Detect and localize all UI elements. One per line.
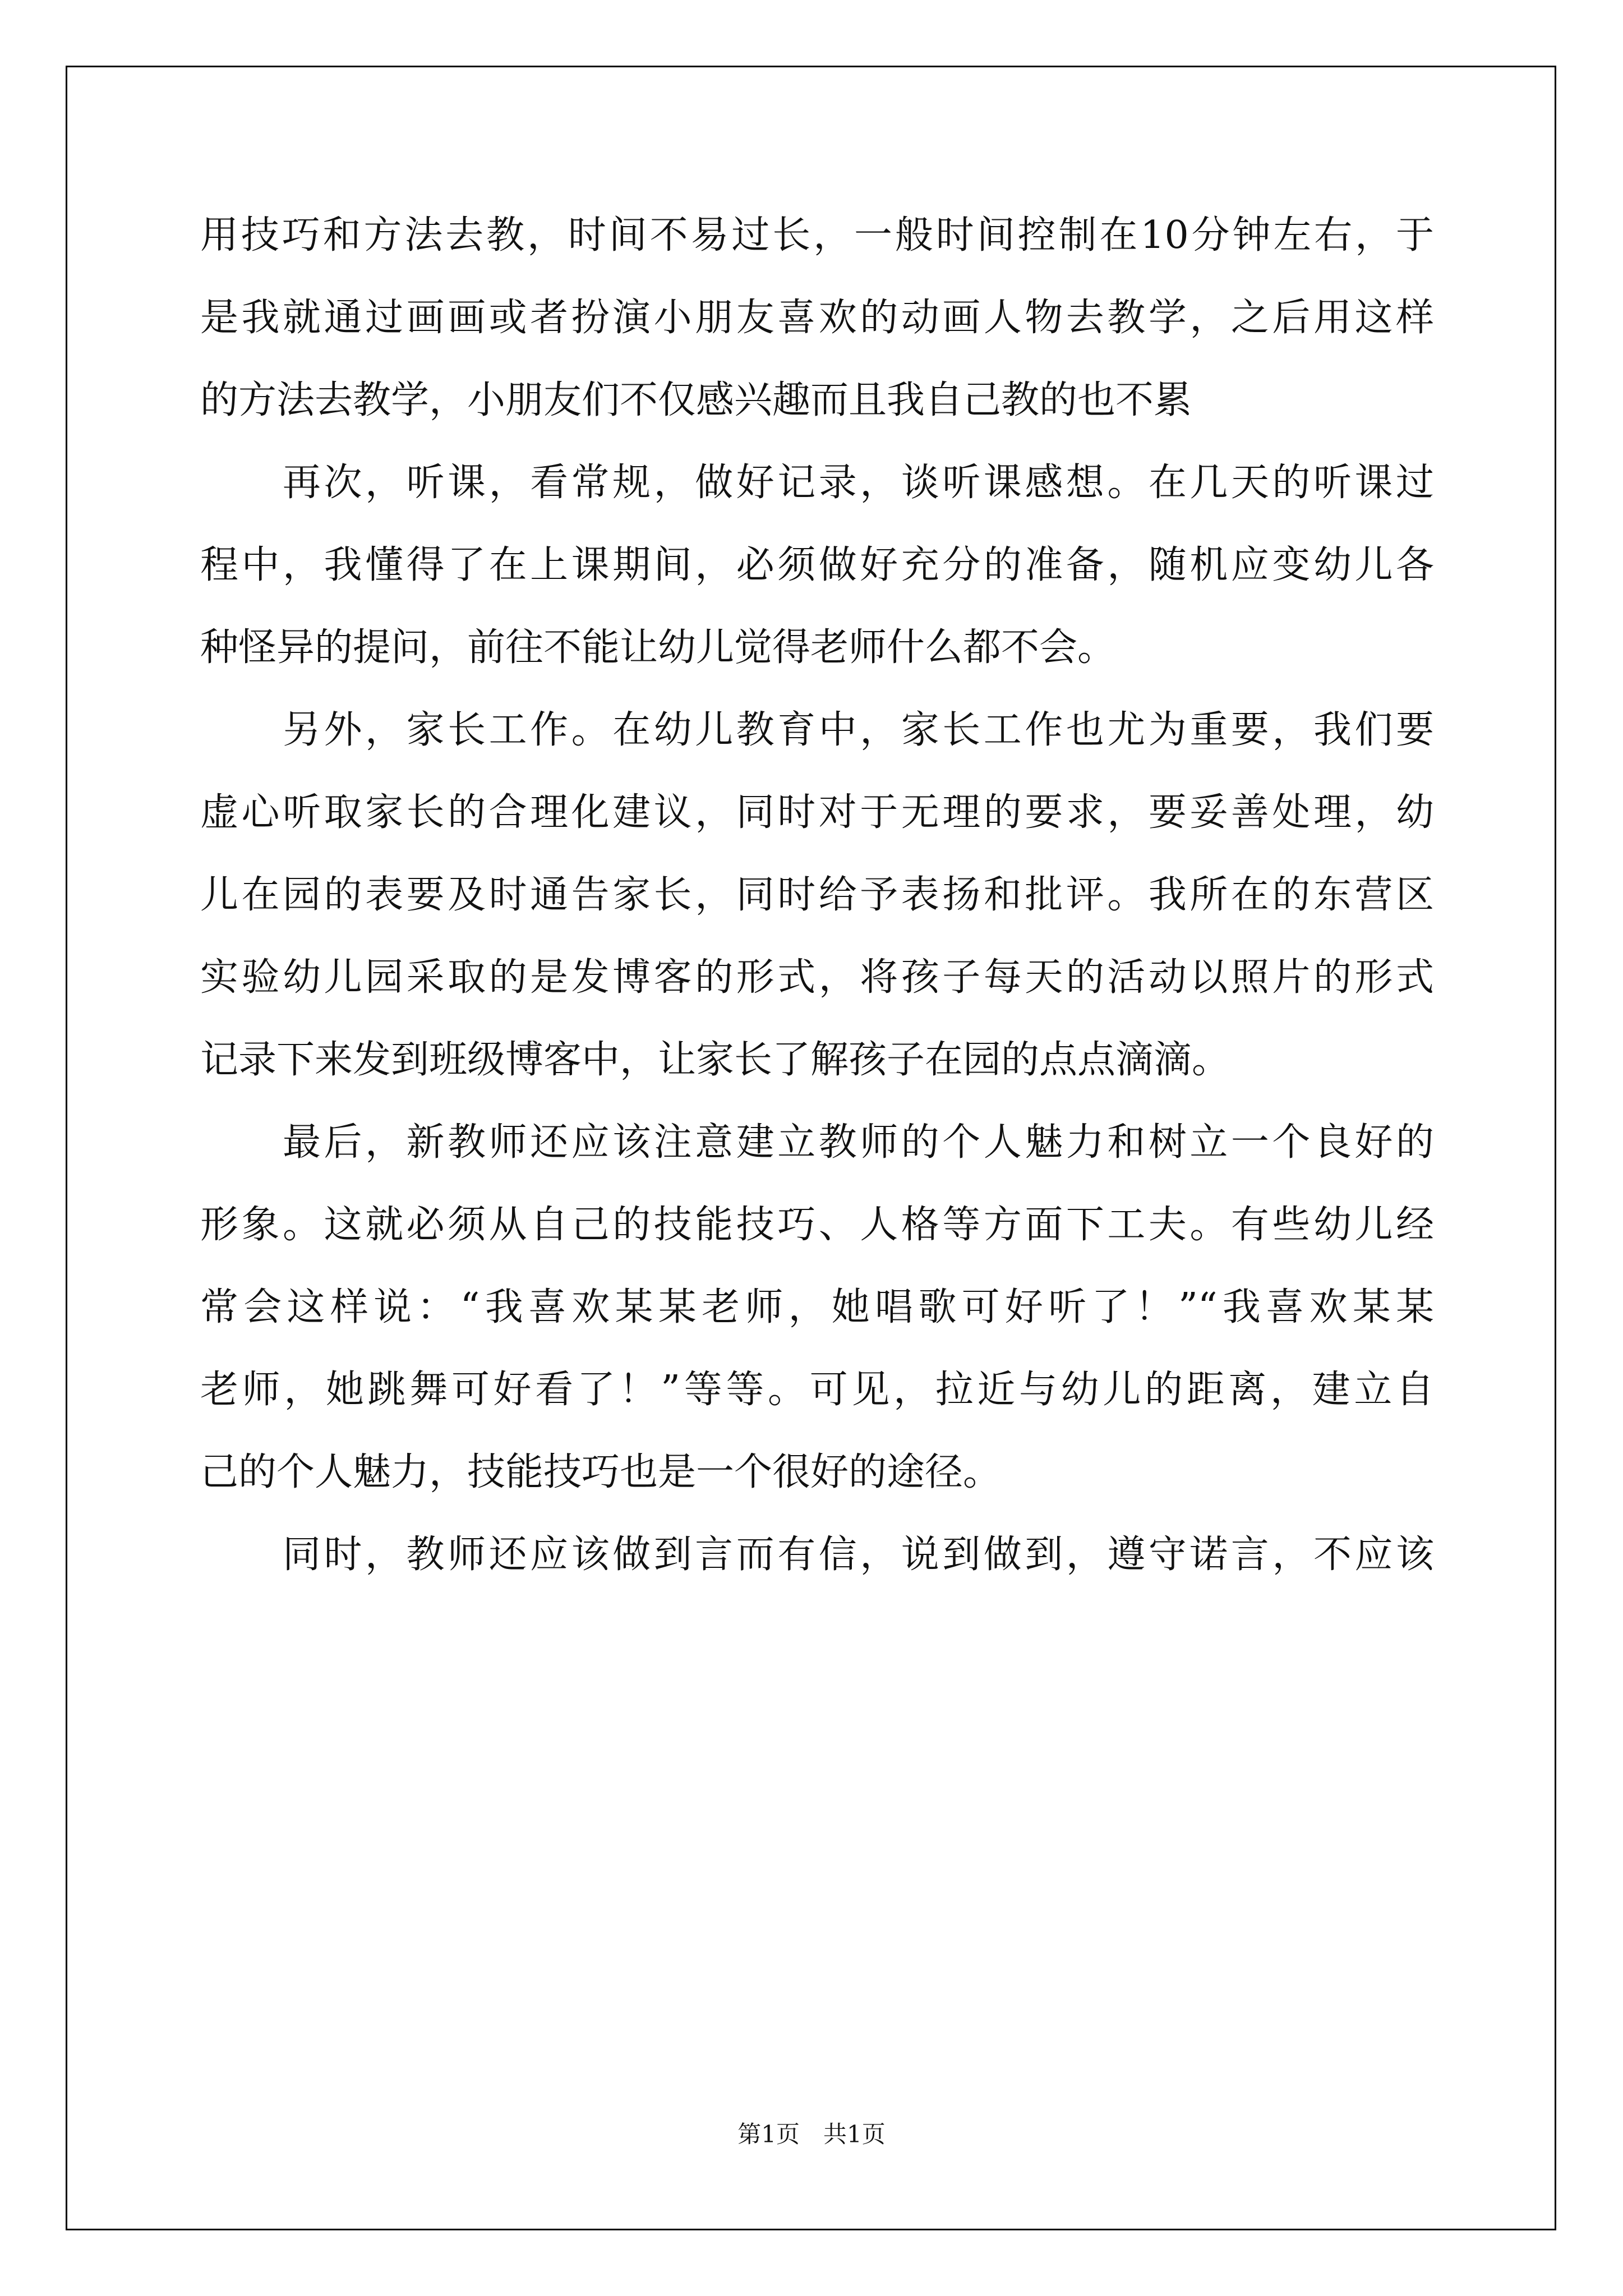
text-line: 的方法去教学，小朋友们不仅感兴趣而且我自己教的也不累 bbox=[200, 378, 1192, 422]
paragraph-first-line: 再次，听课，看常规，做好记录，谈听课感想。在几天的听课过 bbox=[283, 461, 1434, 505]
text-line: 是我就通过画画或者扮演小朋友喜欢的动画人物去教学，之后用这样 bbox=[200, 296, 1434, 340]
page-number: 第1页 bbox=[737, 2120, 800, 2148]
document-body bbox=[200, 194, 1434, 1596]
text-line: 老师，她跳舞可好看了！”等等。可见，拉近与幼儿的距离，建立自 bbox=[200, 1368, 1434, 1412]
text-line: 种怪异的提问，前往不能让幼儿觉得老师什么都不会。 bbox=[200, 625, 1116, 670]
text-line: 实验幼儿园采取的是发博客的形式，将孩子每天的活动以照片的形式 bbox=[200, 955, 1434, 1000]
paragraph-first-line: 最后，新教师还应该注意建立教师的个人魅力和树立一个良好的 bbox=[283, 1120, 1434, 1165]
text-line: 常会这样说：“我喜欢某某老师，她唱歌可好听了！”“我喜欢某某 bbox=[200, 1285, 1434, 1329]
page-footer bbox=[0, 2118, 1623, 2151]
text-line: 形象。这就必须从自己的技能技巧、人格等方面下工夫。有些幼儿经 bbox=[200, 1203, 1434, 1247]
page-total: 共1页 bbox=[823, 2120, 886, 2148]
text-line: 虚心听取家长的合理化建议，同时对于无理的要求，要妥善处理，幼 bbox=[200, 790, 1434, 835]
text-line: 儿在园的表要及时通告家长，同时给予表扬和批评。我所在的东营区 bbox=[200, 873, 1434, 917]
paragraph-first-line: 同时，教师还应该做到言而有信，说到做到，遵守诺言，不应该 bbox=[283, 1533, 1434, 1577]
text-line: 记录下来发到班级博客中，让家长了解孩子在园的点点滴滴。 bbox=[200, 1038, 1230, 1082]
text-line: 用技巧和方法去教，时间不易过长，一般时间控制在10分钟左右，于 bbox=[200, 213, 1434, 257]
text-line: 己的个人魅力，技能技巧也是一个很好的途径。 bbox=[200, 1450, 1002, 1494]
text-line: 程中，我懂得了在上课期间，必须做好充分的准备，随机应变幼儿各 bbox=[200, 543, 1434, 587]
paragraph-first-line: 另外，家长工作。在幼儿教育中，家长工作也尤为重要，我们要 bbox=[283, 708, 1434, 752]
